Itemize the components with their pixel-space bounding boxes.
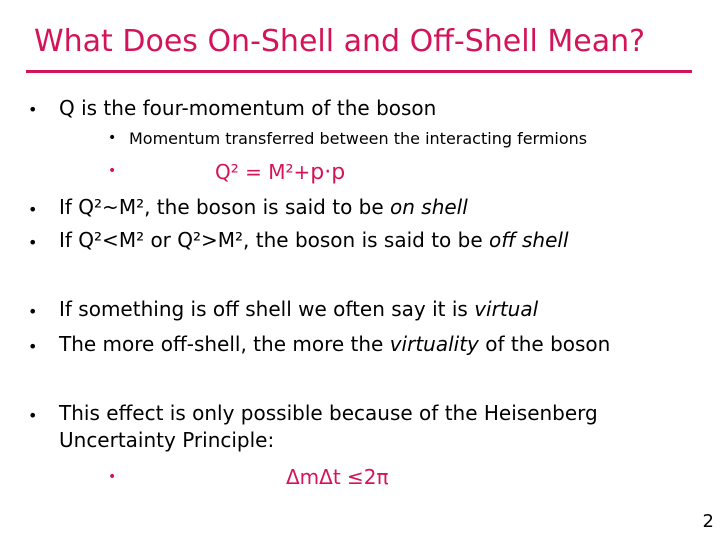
slide-title: What Does On-Shell and Off-Shell Mean? — [34, 24, 646, 59]
bullet: • — [28, 302, 38, 321]
bullet: • — [28, 406, 38, 425]
virtuality-text-a: The more off-shell, the more the — [59, 332, 390, 356]
bullet: • — [108, 130, 117, 146]
formula-uncertainty: ΔmΔt ≤2π — [286, 465, 389, 489]
virtuality-text-b: of the boson — [478, 332, 611, 356]
formula-q-squared-main: Q² = M²+ — [215, 160, 311, 184]
formula-p-dot-p: p·p — [310, 160, 346, 185]
on-shell-text: If Q²~M², the boson is said to be — [59, 195, 391, 219]
virtual-text: If something is off shell we often say it is — [59, 297, 475, 321]
off-shell-text: If Q²<M² or Q²>M², the boson is said to be — [59, 228, 489, 252]
bullet: • — [28, 233, 38, 252]
title-underline — [26, 70, 692, 73]
bullet-on-shell — [59, 195, 468, 219]
bullet: • — [28, 337, 38, 356]
page-number: 2 — [702, 511, 714, 532]
bullet-heisenberg-line1: This effect is only possible because of the Heisenberg — [59, 401, 598, 425]
on-shell-emphasis: on shell — [390, 195, 468, 219]
bullet: • — [108, 469, 117, 485]
sub-bullet-momentum-transfer: Momentum transferred between the interacting fermions — [129, 129, 588, 148]
virtual-emphasis: virtual — [474, 297, 539, 321]
formula-q-squared — [215, 160, 345, 185]
bullet-off-shell — [59, 228, 569, 252]
bullet: • — [28, 200, 38, 219]
bullet: • — [108, 163, 117, 179]
off-shell-emphasis: off shell — [488, 228, 569, 252]
virtuality-emphasis: virtuality — [389, 332, 479, 356]
bullet-virtuality — [59, 332, 610, 356]
bullet-heisenberg-line2: Uncertainty Principle: — [59, 428, 275, 452]
bullet-q-four-momentum: Q is the four-momentum of the boson — [59, 96, 437, 120]
bullet: • — [28, 100, 38, 119]
bullet-virtual — [59, 297, 538, 321]
